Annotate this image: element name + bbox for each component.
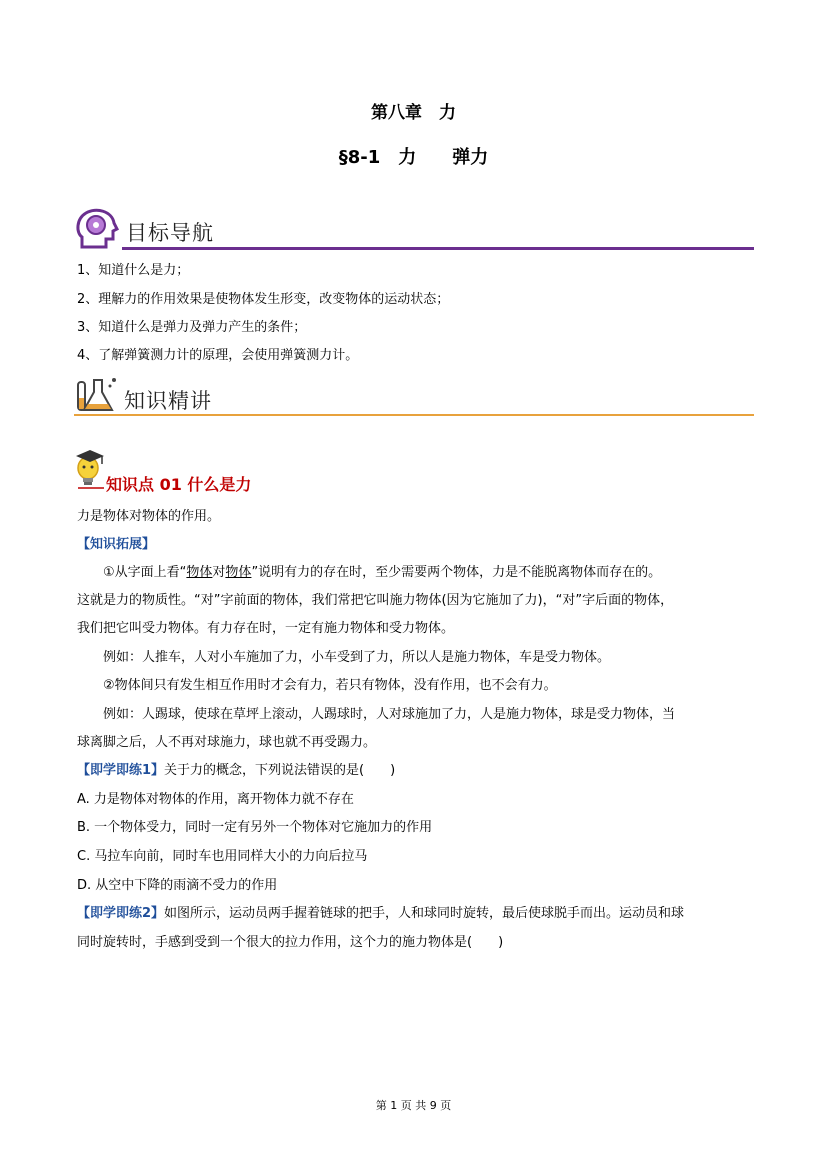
exercise-2-question-line-2: 同时旋转时，手感到受到一个很大的拉力作用，这个力的施力物体是( ) [77,935,504,950]
example-2-line-2: 球离脚之后，人不再对球施力，球也就不再受踢力。 [77,735,377,750]
knowledge-banner [74,374,754,419]
goals-title: 目标导航 [126,221,214,245]
chapter-title: 第八章 力 [371,103,456,123]
brain-gear-icon [74,207,120,251]
knowledge-point-title: 知识点 01 什么是力 [106,475,252,494]
goal-item-2: 2、理解力的作用效果是使物体发生形变，改变物体的运动状态； [77,292,450,307]
example-1: 例如：人推车，人对小车施加了力，小车受到了力，所以人是施力物体，车是受力物体。 [103,650,611,665]
goal-item-1: 1、知道什么是力； [77,263,190,278]
exercise-2-question-line-1: 【即学即练2】如图所示，运动员两手握着链球的把手，人和球同时旋转，最后使球脱手而出。运动员和球 [77,906,685,921]
page-footer: 第 1 页 共 9 页 [375,1099,452,1112]
exercise-1-option-d: D. 从空中下降的雨滴不受力的作用 [77,878,278,893]
graduate-bulb-icon [74,450,106,490]
force-definition: 力是物体对物体的作用。 [77,509,221,524]
example-2-line-1: 例如：人踢球，使球在草坪上滚动，人踢球时，人对球施加了力，人是施力物体，球是受力物体，当 [103,707,676,722]
exercise-1-option-b: B. 一个物体受力，同时一定有另外一个物体对它施加力的作用 [77,820,433,835]
knowledge-title: 知识精讲 [124,389,212,413]
lab-flask-icon [74,374,120,416]
paragraph-1-line-2: 这就是力的物质性。“对”字前面的物体，我们常把它叫施力物体(因为它施加了力)，“对”字后面的物体， [77,593,674,608]
paragraph-2: ②物体间只有发生相互作用时才会有力，若只有物体，没有作用，也不会有力。 [103,678,557,693]
knowledge-divider [74,414,754,416]
exercise-2-label: 【即学即练2】 [77,906,165,921]
paragraph-1-line-1: ①从字面上看“物体对物体”说明有力的存在时，至少需要两个物体，力是不能脱离物体而存在的。 [103,565,662,580]
exercise-1-option-a: A. 力是物体对物体的作用，离开物体力就不存在 [77,792,354,807]
goal-item-4: 4、了解弹簧测力计的原理，会使用弹簧测力计。 [77,348,359,363]
exercise-1-label: 【即学即练1】 [77,763,165,778]
exercise-1-question: 【即学即练1】关于力的概念，下列说法错误的是( ) [77,763,396,778]
paragraph-1-line-3: 我们把它叫受力物体。有力存在时，一定有施力物体和受力物体。 [77,621,455,636]
goals-banner [74,207,754,252]
exercise-1-option-c: C. 马拉车向前，同时车也用同样大小的力向后拉马 [77,849,368,864]
goals-divider [122,247,754,250]
section-title: §8-1 力 弹力 [338,147,489,168]
knowledge-expand-label: 【知识拓展】 [77,537,156,552]
goal-item-3: 3、知道什么是弹力及弹力产生的条件； [77,320,307,335]
